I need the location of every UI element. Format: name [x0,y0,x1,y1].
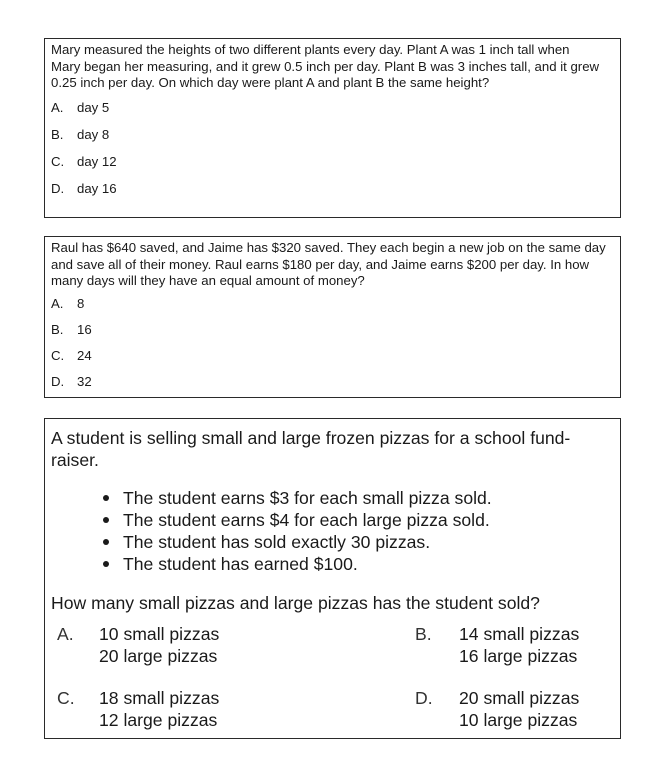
option-line-small: 10 small pizzas [99,624,220,644]
answer-option-a[interactable] [45,100,620,127]
fact-text: The student has earned $100. [123,554,358,574]
stem-line: Mary measured the heights of two different plants every day. Plant A was 1 inch tall when [51,42,570,57]
option-text: day 12 [77,153,117,169]
option-text: 16 [77,321,92,337]
option-label: C. [57,688,75,708]
question-1-box [44,38,621,218]
fact-text: The student earns $3 for each small pizza sold. [123,488,492,508]
option-text: 32 [77,373,92,389]
question-2-options [45,296,620,400]
answer-option-c[interactable] [57,687,219,731]
option-text: day 16 [77,180,117,196]
option-text: day 8 [77,126,110,142]
option-label: B. [51,126,64,142]
bullet-icon [103,517,109,523]
option-label: D. [51,180,65,196]
answer-option-d[interactable] [45,181,620,208]
option-label: A. [57,624,74,644]
question-1-stem [45,39,620,92]
option-text: 8 [77,295,85,311]
fact-item [103,487,620,509]
option-label: C. [51,153,65,169]
fact-item [103,509,620,531]
fact-text: The student has sold exactly 30 pizzas. [123,532,431,552]
answer-option-a[interactable] [57,623,219,667]
bullet-icon [103,539,109,545]
option-text: 24 [77,347,92,363]
option-label: D. [415,688,433,708]
option-line-large: 10 large pizzas [459,710,578,730]
option-label: A. [51,99,64,115]
stem-line: Mary began her measuring, and it grew 0.5 inch per day. Plant B was 3 inches tall, and it grew [51,58,600,74]
bullet-icon [103,495,109,501]
option-line-small: 20 small pizzas [459,688,580,708]
question-1-options [45,100,620,208]
bullet-icon [103,561,109,567]
option-line-large: 12 large pizzas [99,710,218,730]
option-line-large: 16 large pizzas [459,646,578,666]
question-2-box [44,236,621,398]
question-3-intro: A student is selling small and large frozen pizzas for a school fund-raiser. [51,428,571,470]
option-label: B. [415,624,432,644]
question-2-stem [45,237,620,290]
fact-item [103,531,620,553]
stem-line: 0.25 inch per day. On which day were plant A and plant B the same height? [51,75,490,91]
answer-option-b[interactable] [45,127,620,154]
option-label: D. [51,373,65,389]
question-3-prompt: How many small pizzas and large pizzas has the student sold? [51,593,540,613]
question-3-box [44,418,621,739]
question-3-facts-list [45,487,620,575]
option-line-small: 14 small pizzas [459,624,580,644]
option-line-large: 20 large pizzas [99,646,218,666]
stem-line: Raul has $640 saved, and Jaime has $320 saved. They each begin a new job on the same day [51,240,606,255]
answer-option-d[interactable] [45,374,620,400]
option-text: day 5 [77,99,110,115]
option-line-small: 18 small pizzas [99,688,220,708]
answer-option-c[interactable] [45,154,620,181]
answer-option-d[interactable] [415,687,579,731]
stem-line: many days will they have an equal amount of money? [51,273,365,289]
option-label: C. [51,347,65,363]
fact-text: The student earns $4 for each large pizza sold. [123,510,490,530]
option-label: B. [51,321,64,337]
option-label: A. [51,295,64,311]
answer-option-b[interactable] [415,623,579,667]
answer-option-a[interactable] [45,296,620,322]
fact-item [103,553,620,575]
answer-option-c[interactable] [45,348,620,374]
answer-option-b[interactable] [45,322,620,348]
stem-line: and save all of their money. Raul earns $180 per day, and Jaime earns $200 per day. In how [51,256,590,272]
